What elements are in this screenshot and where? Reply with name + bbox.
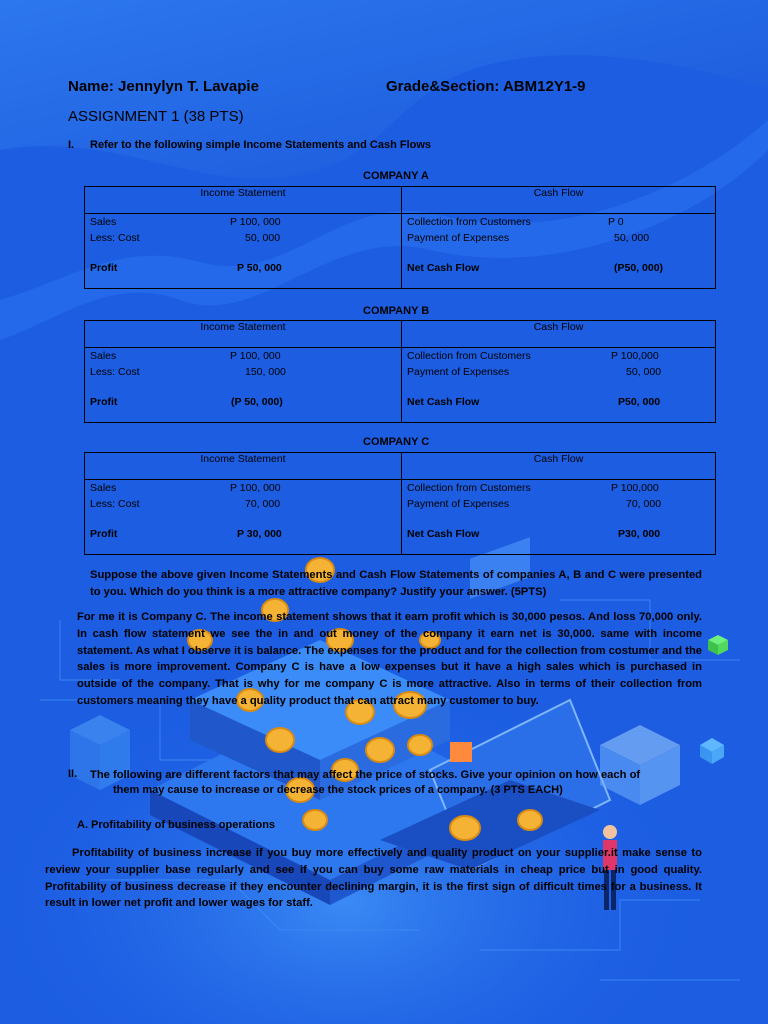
part1-numeral: I. — [68, 139, 75, 151]
item-a-heading: A. Profitability of business operations — [77, 819, 276, 831]
cost-value: 70, 000 — [245, 498, 281, 510]
company-b-title: COMPANY B — [363, 305, 430, 317]
collection-value: P 0 — [608, 216, 624, 228]
net-cash-flow-label: Net Cash Flow — [407, 528, 480, 540]
profit-label: Profit — [90, 262, 118, 274]
collection-value: P 100,000 — [611, 482, 659, 494]
payment-label: Payment of Expenses — [407, 366, 510, 378]
income-statement-header — [85, 321, 402, 348]
income-statement-label: Income Statement — [200, 453, 286, 465]
student-name: Name: Jennylyn T. Lavapie — [68, 78, 259, 95]
sales-value: P 100, 000 — [230, 216, 281, 228]
net-cash-flow-label: Net Cash Flow — [407, 262, 480, 274]
cash-flow-label: Cash Flow — [533, 187, 584, 199]
income-statement-header — [85, 187, 402, 214]
collection-label: Collection from Customers — [407, 350, 531, 362]
net-cash-flow-value: P50, 000 — [618, 396, 661, 408]
part2-instruction-line1: The following are different factors that may affect the price of stocks. Give your opinion on how each of — [90, 769, 641, 781]
net-cash-flow-value: P30, 000 — [618, 528, 661, 540]
part1-instruction: Refer to the following simple Income Statements and Cash Flows — [90, 139, 432, 151]
grade-section: Grade&Section: ABM12Y1-9 — [386, 78, 586, 95]
income-statement-label: Income Statement — [200, 187, 286, 199]
sales-label: Sales — [90, 482, 117, 494]
company-a-table — [84, 186, 716, 289]
company-a-title: COMPANY A — [363, 170, 429, 182]
net-cash-flow-value: (P50, 000) — [614, 262, 664, 274]
assignment-title: ASSIGNMENT 1 (38 PTS) — [68, 108, 244, 125]
collection-label: Collection from Customers — [407, 216, 531, 228]
cash-flow-header — [402, 453, 716, 480]
income-statement-header — [85, 453, 402, 480]
profit-value: P 50, 000 — [237, 262, 282, 274]
collection-value: P 100,000 — [611, 350, 659, 362]
answer-1: For me it is Company C. The income statement shows that it earn profit which is 30,000 pesos. And loss 70,000 only. In cash flow statement we see the in and out money of the company it earn net is 30,000. same with income statement. As what I observe it is balance. The expenses for the product and for the collection from costumer and the sales is more improvement. Company C is have a low expenses but it have a high sales which is purchased in outside of the company. That is why for me company C is more attractive. Also in terms of their collection from customers meaning they have a quality product that can attract many customer to buy. — [77, 611, 702, 707]
cash-flow-label: Cash Flow — [533, 453, 584, 465]
income-statement-label: Income Statement — [200, 321, 286, 333]
net-cash-flow-label: Net Cash Flow — [407, 396, 480, 408]
part2-instruction-line2: them may cause to increase or decrease the stock prices of a company. (3 PTS EACH) — [113, 784, 563, 796]
profit-label: Profit — [90, 396, 118, 408]
profit-value: (P 50, 000) — [231, 396, 283, 408]
cost-value: 50, 000 — [245, 232, 281, 244]
cost-value: 150, 000 — [245, 366, 286, 378]
sales-label: Sales — [90, 350, 117, 362]
company-c-title: COMPANY C — [363, 436, 430, 448]
answer-a: Profitability of business increase if you buy more effectively and quality product on your supplier.it make sense to review your supplier base regularly and see if you can buy some raw materials in cheap price but in good quality. Profitability of business decrease if they encounter declining margin, it is the first sign of difficult times for a business. It result in lower net profit and lower wages for staff. — [45, 847, 702, 910]
payment-label: Payment of Expenses — [407, 498, 510, 510]
cash-flow-label: Cash Flow — [533, 321, 584, 333]
part2-numeral: II. — [68, 768, 78, 780]
cash-flow-header — [402, 321, 716, 348]
payment-label: Payment of Expenses — [407, 232, 510, 244]
cost-label: Less: Cost — [90, 366, 140, 378]
company-c-table — [84, 452, 716, 555]
sales-value: P 100, 000 — [230, 350, 281, 362]
sales-label: Sales — [90, 216, 117, 228]
cash-flow-header — [402, 187, 716, 214]
payment-value: 70, 000 — [626, 498, 662, 510]
company-b-table — [84, 320, 716, 423]
profit-value: P 30, 000 — [237, 528, 282, 540]
sales-value: P 100, 000 — [230, 482, 281, 494]
cost-label: Less: Cost — [90, 498, 140, 510]
profit-label: Profit — [90, 528, 118, 540]
payment-value: 50, 000 — [614, 232, 650, 244]
cost-label: Less: Cost — [90, 232, 140, 244]
payment-value: 50, 000 — [626, 366, 662, 378]
question-1: Suppose the above given Income Statements and Cash Flow Statements of companies A, B and C were presented to you. Which do you think is a more attractive company? Justify your answer. (5PTS) — [90, 569, 702, 598]
collection-label: Collection from Customers — [407, 482, 531, 494]
